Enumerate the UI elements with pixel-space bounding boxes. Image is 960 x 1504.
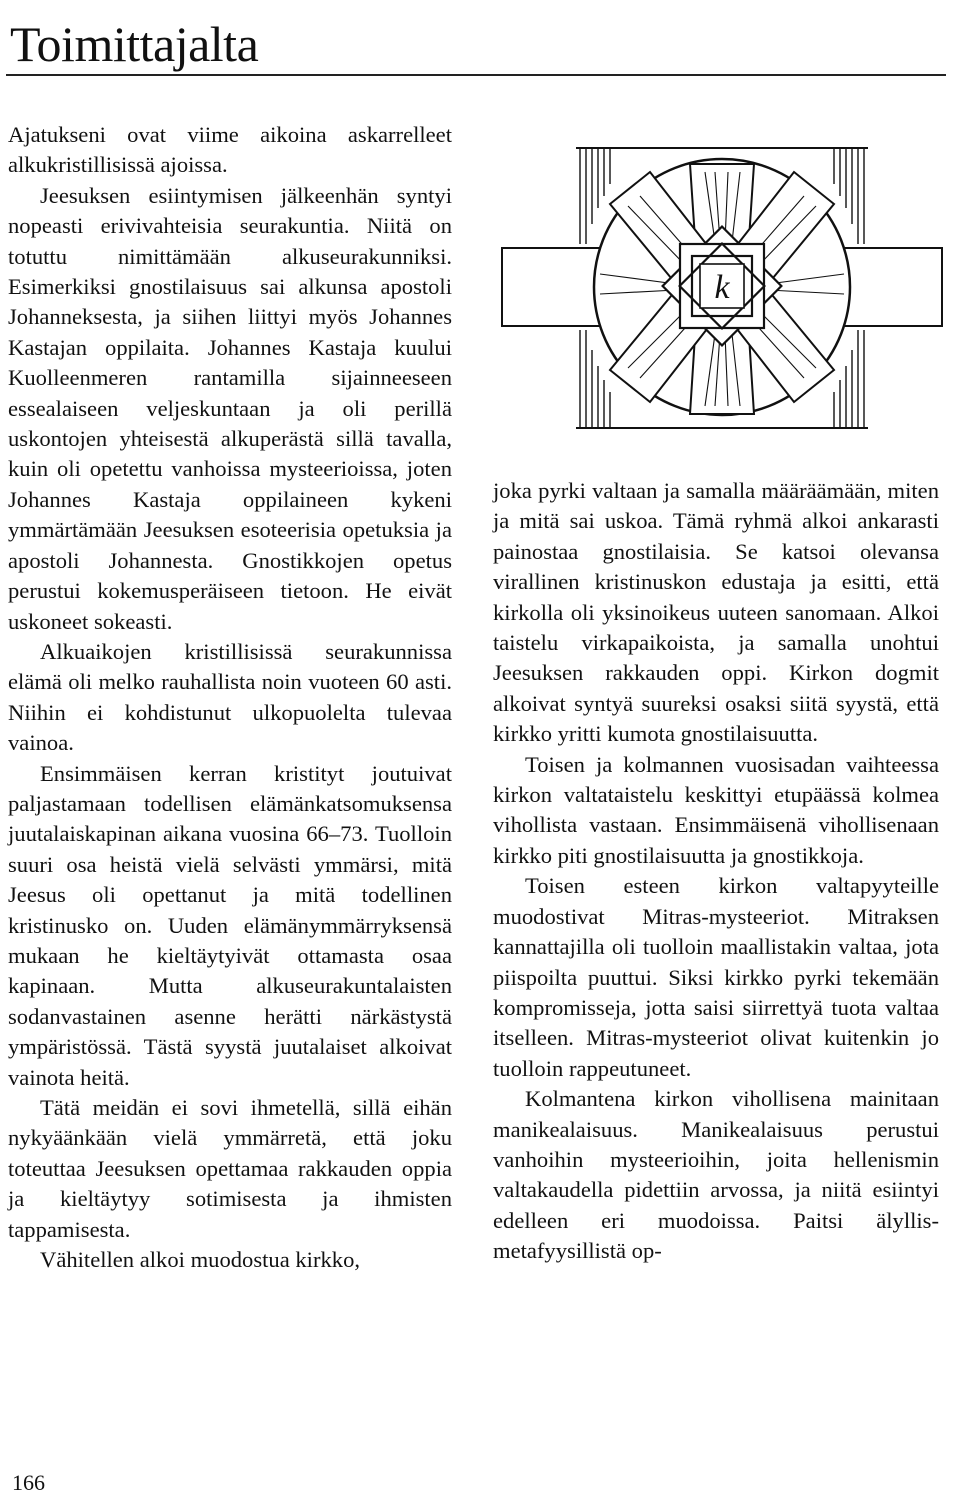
title-rule <box>6 74 946 76</box>
page-number: 166 <box>12 1470 45 1495</box>
paragraph: Vähitellen alkoi muodostua kirkko, <box>40 1247 361 1273</box>
paragraph: Ajatukseni ovat viime aikoina askarrelleet alkukristillisissä ajoissa. <box>8 122 452 178</box>
paragraph: Toisen ja kolmannen vuosisadan vaihteessa kirkon valtataistelu keskittyi etupäässä kolmea vihollista vastaan. Ensimmäisenä vihollisenaan kirkko piti gnostilaisuutta ja gnostikkoja. <box>493 751 939 868</box>
paragraph: Jeesuksen esiintymisen jälkeenhän syntyi nopeasti erivivahteisia seurakuntia. Niitä on totuttu nimittämään alkuseurakunniksi. Esimerkiksi gnostilaisuus sai alkunsa apostoli Johanneksesta, ja siihen liittyi myös Johannes Kastajan oppilaita. Johannes Kastaja kuului Kuolleenmeren rantamilla sijainneeseen essealaiseen veljeskuntaan ja oli perillä uskontojen yhteisestä alkuperästä sillä tavalla, kuin oli opetettu vanhoissa mysteerioissa, joten Johannes Kastaja oppilaineen kykeni ymmärtämään Jeesuksen esoteerisia opetuksia ja apostoli Johannesta. Gnostikkojen opetus perustui kokemusperäiseen tietoon. He eivät uskoneet sokeasti. <box>8 182 452 634</box>
paragraph: Ensimmäisen kerran kristityt joutuivat paljastamaan todellisen elämänkatsomuksensa juutalaiskapinan aikana vuosina 66–73. Tuolloin suuri osa heistä vielä selvästi ymmärsi, mitä Jeesus oli opettanut ja mitä todellinen kristinusko on. Uuden elämänymmärryksensä mukaan he kieltäytyivät ottamasta osaa kapinaan. Mutta alkuseurakuntalaisten sodanvastainen asenne herätti närkästystä ympäristössä. Tästä syystä juutalaiset alkoivat vainota heitä. <box>8 760 452 1090</box>
paragraph: Toisen esteen kirkon valtapyyteille muodostivat Mitras-mysteeriot. Mitraksen kannattajilla oli tuolloin maallistakin valtaa, jota piispoilta puuttui. Siksi kirkko pyrki tekemään kompromisseja, jotta saisi siirrettyä tuota valtaa itselleen. Mitras-mysteeriot olivat kuitenkin jo tuolloin rappeutuneet. <box>493 873 939 1081</box>
right-column <box>493 476 939 1267</box>
paragraph: Tätä meidän ei sovi ihmetellä, sillä eihän nykyäänkään vielä ymmärretä, että joku toteuttaa Jeesuksen opettamaa rakkauden oppia ja kieltäytyy sotimisesta ja ihmisten tappamisesta. <box>8 1095 452 1242</box>
page-title: Toimittajalta <box>10 16 259 72</box>
cross-emblem-illustration <box>500 144 950 444</box>
paragraph: Alkuaikojen kristillisissä seurakunnissa elämä oli melko rauhallista noin vuoteen 60 asti. Niihin ei kohdistunut ulkopuolelta tulevaa vainoa. <box>8 638 452 756</box>
paragraph: joka pyrki valtaan ja samalla määräämään, miten ja mitä sai uskoa. Tämä ryhmä alkoi ankarasti painostaa gnostilaisia. Se katsoi olevansa virallinen kristinuskon edustaja ja esitti, että kirkolla oli yksinoikeus uuteen sanomaan. Alkoi taistelu virkapaikoista, ja samalla unohtui Jeesuksen rakkauden oppi. Kirkon dogmit alkoivat syntyä suureksi osaksi siitä syystä, että kirkko yritti kumota gnostilaisuutta. <box>493 478 939 747</box>
emblem-letter: k <box>714 269 730 306</box>
left-column <box>8 120 452 1275</box>
paragraph: Kolmantena kirkon vihollisena mainitaan manikealaisuus. Manikealaisuus perustui vanhoihin mysteerioihin, joita hellenismin valtakaudella pidettiin arvossa, ja niitä esiintyi edelleen eri muodoissa. Paitsi älyllis-metafyysillistä op- <box>493 1086 939 1264</box>
